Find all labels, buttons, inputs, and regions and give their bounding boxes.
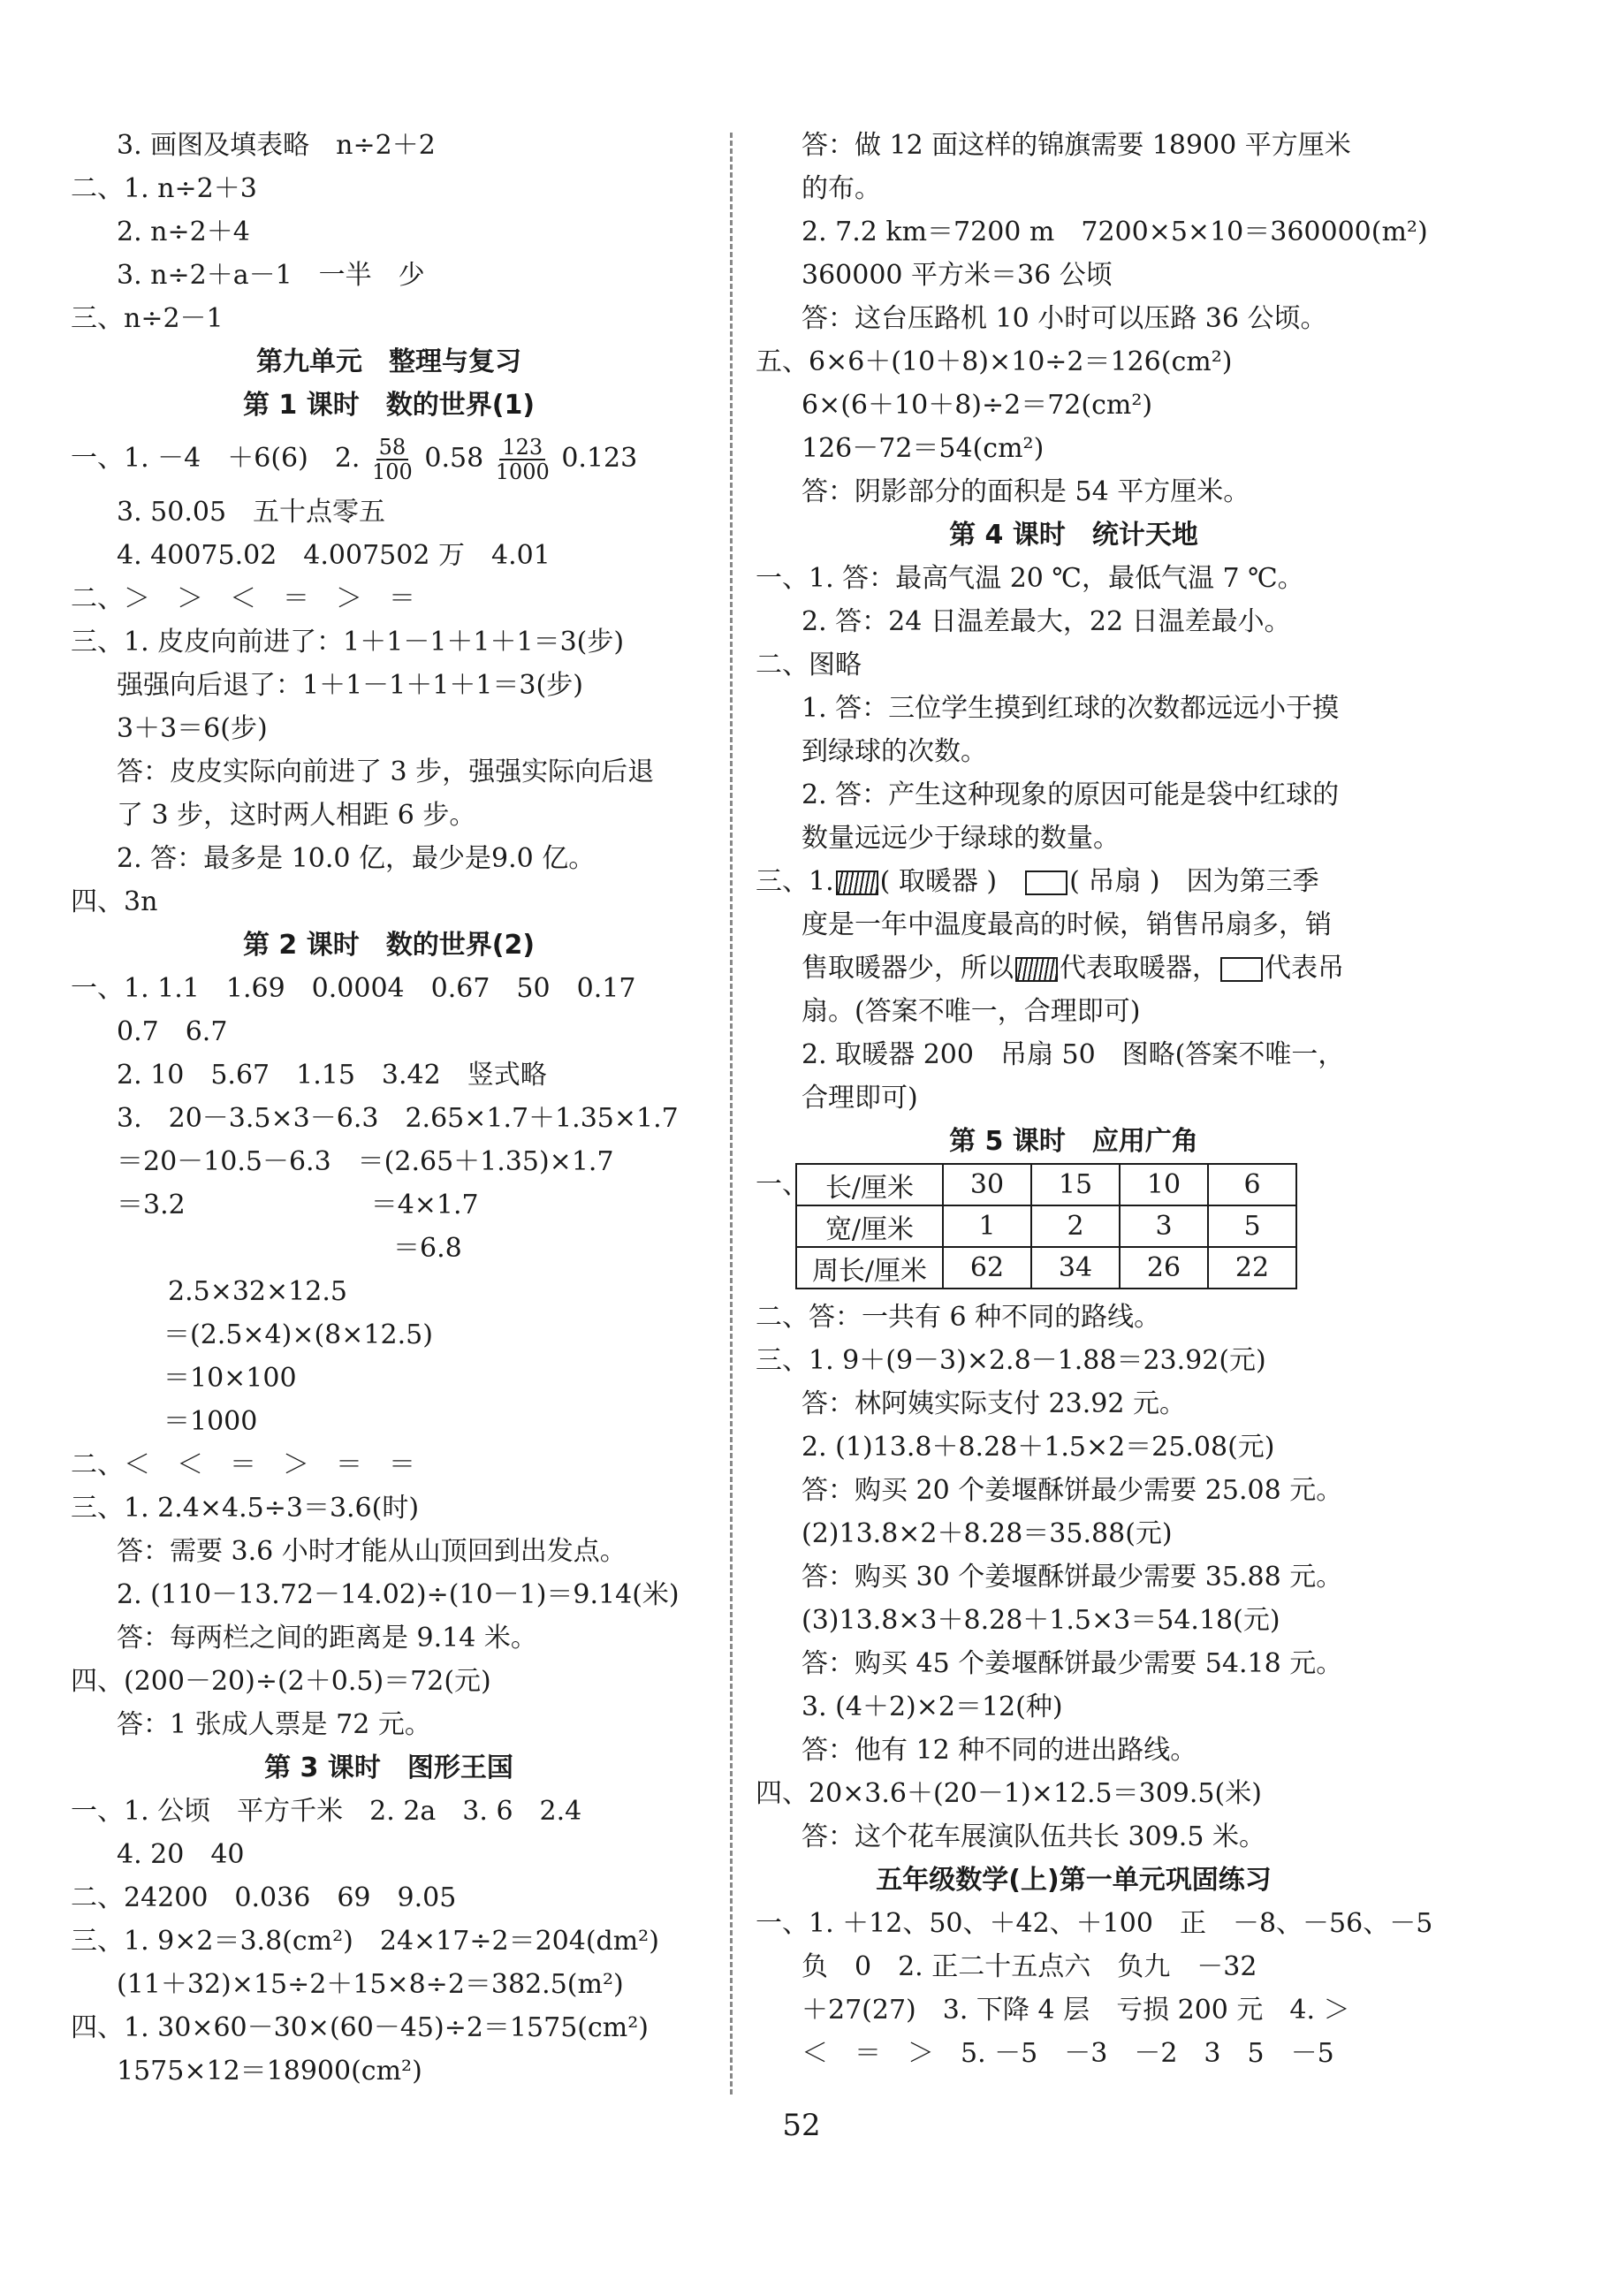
blank-bar-icon: [1025, 871, 1067, 895]
answer-line: 四、3n: [71, 886, 158, 917]
answer-line: ＋27(27) 3. 下降 4 层 亏损 200 元 4. ＞: [802, 1995, 1350, 2026]
answer-line: 答：皮皮实际向前进了 3 步，强强实际向后退: [117, 756, 655, 787]
table-row: [796, 1164, 1296, 1205]
answer-line: 360000 平方米＝36 公顷: [802, 260, 1113, 291]
fraction-numerator: 123: [499, 436, 545, 460]
answer-line: 的布。: [802, 173, 881, 204]
table-cell: 10: [1120, 1164, 1208, 1205]
table-cell: 5: [1208, 1205, 1296, 1247]
answer-line: 了 3 步，这时两人相距 6 步。: [117, 800, 476, 831]
table-cell: 15: [1031, 1164, 1120, 1205]
answer-line: 三、n÷2－1: [71, 303, 224, 334]
answer-text: ( 吊扇 ) 因为第三季: [1069, 866, 1319, 897]
answer-line: 四、20×3.6＋(20－1)×12.5＝309.5(米): [756, 1778, 1262, 1809]
answer-line: 扇。(答案不唯一，合理即可): [802, 996, 1141, 1027]
answer-line: 3. n÷2＋a－1 一半 少: [117, 260, 425, 291]
answer-line: 二、图略: [756, 650, 862, 680]
answer-text: 售取暖器少，所以: [802, 953, 1014, 984]
answer-line: 126－72＝54(cm²): [802, 433, 1045, 464]
answer-line: 答：1 张成人票是 72 元。: [117, 1709, 431, 1740]
answer-text: 三、1.: [756, 866, 834, 897]
answer-line: 答：购买 20 个姜堰酥饼最少需要 25.08 元。: [802, 1475, 1343, 1506]
answer-text: 代表取暖器，: [1060, 953, 1219, 984]
table-cell: 34: [1031, 1247, 1120, 1289]
answer-line: 答：每两栏之间的距离是 9.14 米。: [117, 1623, 537, 1654]
fraction-numerator: 58: [376, 436, 409, 460]
left-column: [71, 124, 707, 2093]
answer-line: 2. (110－13.72－14.02)÷(10－1)＝9.14(米): [117, 1579, 680, 1610]
fraction-denominator: 1000: [495, 460, 550, 484]
answer-line: (2)13.8×2＋8.28＝35.88(元): [802, 1518, 1173, 1549]
table-cell: 周长/厘米: [796, 1247, 943, 1289]
fraction: [496, 436, 550, 483]
answer-line: 2. 取暖器 200 吊扇 50 图略(答案不唯一，: [802, 1039, 1345, 1070]
answer-line: ＝6.8: [393, 1233, 462, 1264]
answer-line: 3. 20－3.5×3－6.3 2.65×1.7＋1.35×1.7: [117, 1103, 679, 1134]
answer-line-legend: [756, 860, 1392, 903]
answer-line: 负 0 2. 正二十五点六 负九 －32: [802, 1951, 1257, 1982]
answer-line: 四、(200－20)÷(2＋0.5)＝72(元): [71, 1666, 491, 1697]
answer-line: 数量远远少于绿球的数量。: [802, 823, 1120, 854]
answer-line: 3. 画图及填表略 n÷2＋2: [117, 130, 436, 161]
answer-line: ＝1000: [163, 1406, 258, 1437]
lesson-heading: 第 1 课时 数的世界(1): [242, 390, 536, 421]
answer-line: (11＋32)×15÷2＋15×8÷2＝382.5(m²): [117, 1969, 624, 2000]
table-block: [756, 1163, 1392, 1296]
answer-line: 2. 答：产生这种现象的原因可能是袋中红球的: [802, 779, 1340, 810]
answer-line: 二、＜ ＜ ＝ ＞ ＝ ＝: [71, 1449, 415, 1480]
answer-line: 3＋3＝6(步): [117, 713, 268, 744]
answer-line: 答：购买 30 个姜堰酥饼最少需要 35.88 元。: [802, 1562, 1343, 1593]
dimensions-table: [795, 1163, 1297, 1289]
table-row: [796, 1205, 1296, 1247]
answer-line: 二、1. n÷2＋3: [71, 173, 257, 204]
column-divider: [730, 133, 733, 2095]
answer-line: 一、1. ＋12、50、＋42、＋100 正 －8、－56、－5: [756, 1908, 1433, 1939]
answer-line: 2. n÷2＋4: [117, 217, 250, 247]
table-cell: 3: [1120, 1205, 1208, 1247]
answer-line: 3. (4＋2)×2＝12(种): [802, 1692, 1063, 1722]
answer-line: 到绿球的次数。: [802, 736, 987, 767]
answer-line: 4. 20 40: [117, 1839, 245, 1870]
answer-line: 一、1. 1.1 1.69 0.0004 0.67 50 0.17: [71, 973, 636, 1004]
hatched-bar-icon: [836, 871, 878, 895]
unit-heading: 第九单元 整理与复习: [256, 346, 521, 377]
lesson-heading: 第 3 课时 图形王国: [264, 1752, 513, 1783]
answer-line: ＝(2.5×4)×(8×12.5): [163, 1319, 433, 1350]
table-cell: 1: [943, 1205, 1031, 1247]
answer-line: 三、1. 9×2＝3.8(cm²) 24×17÷2＝204(dm²): [71, 1926, 659, 1957]
answer-line: 答：需要 3.6 小时才能从山顶回到出发点。: [117, 1536, 627, 1567]
lesson-heading: 第 2 课时 数的世界(2): [242, 930, 536, 961]
answer-line: 三、1. 皮皮向前进了：1＋1－1＋1＋1＝3(步): [71, 627, 625, 658]
answer-line: 4. 40075.02 4.007502 万 4.01: [117, 540, 551, 571]
answer-line: 0.7 6.7: [117, 1016, 228, 1047]
hatched-bar-icon: [1015, 957, 1058, 982]
answer-line: (3)13.8×3＋8.28＋1.5×3＝54.18(元): [802, 1605, 1280, 1636]
answer-line: 三、1. 2.4×4.5÷3＝3.6(时): [71, 1493, 420, 1524]
table-cell: 6: [1208, 1164, 1296, 1205]
table-cell: 30: [943, 1164, 1031, 1205]
answer-line: 合理即可): [802, 1083, 918, 1114]
answer-text: 一、1. －4 ＋6(6) 2.: [71, 443, 361, 474]
page-number: 52: [782, 2108, 821, 2143]
answer-line: 四、1. 30×60－30×(60－45)÷2＝1575(cm²): [71, 2012, 649, 2043]
answer-line: ＝3.2 ＝4×1.7: [117, 1190, 479, 1220]
answer-line: 答：阴影部分的面积是 54 平方厘米。: [802, 476, 1250, 507]
table-cell: 26: [1120, 1247, 1208, 1289]
table-row: [796, 1247, 1296, 1289]
fraction-denominator: 100: [372, 460, 413, 484]
answer-text: ( 取暖器 ): [879, 866, 998, 897]
answer-line: 2.5×32×12.5: [168, 1276, 347, 1307]
lesson-heading: 第 5 课时 应用广角: [949, 1126, 1198, 1157]
answer-line: 一、1. 答：最高气温 20 ℃，最低气温 7 ℃。: [756, 563, 1304, 594]
table-cell: 长/厘米: [796, 1164, 943, 1205]
fraction: [372, 436, 413, 483]
lesson-heading: 第 4 课时 统计天地: [949, 520, 1198, 551]
answer-line: 度是一年中温度最高的时候，销售吊扇多，销: [802, 909, 1332, 940]
answer-line: 二、24200 0.036 69 9.05: [71, 1882, 457, 1913]
answer-line: 2. 10 5.67 1.15 3.42 竖式略: [117, 1060, 547, 1091]
answer-line: 答：做 12 面这样的锦旗需要 18900 平方厘米: [802, 130, 1351, 161]
answer-line: ＝20－10.5－6.3 ＝(2.65＋1.35)×1.7: [117, 1146, 614, 1177]
answer-line: 答：这台压路机 10 小时可以压路 36 公顷。: [802, 303, 1327, 334]
blank-bar-icon: [1220, 957, 1263, 982]
answer-line: 三、1. 9＋(9－3)×2.8－1.88＝23.92(元): [756, 1345, 1266, 1376]
answer-line: 二、＞ ＞ ＜ ＝ ＞ ＝: [71, 583, 415, 614]
section-heading: 五年级数学(上)第一单元巩固练习: [876, 1865, 1272, 1896]
answer-line: 2. 7.2 km＝7200 m 7200×5×10＝360000(m²): [802, 217, 1428, 247]
answer-line: 答：林阿姨实际支付 23.92 元。: [802, 1388, 1186, 1419]
answer-line-legend: [756, 947, 1392, 990]
answer-line: 二、答：一共有 6 种不同的路线。: [756, 1302, 1161, 1333]
answer-line: 答：他有 12 种不同的进出路线。: [802, 1735, 1197, 1766]
answer-line: 强强向后退了：1＋1－1＋1＋1＝3(步): [117, 670, 583, 701]
answer-text: 0.58: [424, 443, 484, 474]
answer-line: 2. 答：最多是 10.0 亿，最少是9.0 亿。: [117, 843, 596, 874]
answer-text: 代表吊: [1265, 953, 1344, 984]
answer-line: ＝10×100: [163, 1363, 297, 1394]
answer-line: ＜ ＝ ＞ 5. －5 －3 －2 3 5 －5: [802, 2038, 1334, 2069]
table-cell: 宽/厘米: [796, 1205, 943, 1247]
answer-line: 3. 50.05 五十点零五: [117, 497, 386, 528]
table-cell: 2: [1031, 1205, 1120, 1247]
table-cell: 62: [943, 1247, 1031, 1289]
answer-line: 一、1. 公顷 平方千米 2. 2a 3. 6 2.4: [71, 1796, 582, 1827]
answer-line-fractions: [71, 427, 707, 490]
answer-line: 1. 答：三位学生摸到红球的次数都远远小于摸: [802, 693, 1340, 724]
answer-text: 一、: [756, 1169, 809, 1200]
answer-line: 6×(6＋10＋8)÷2＝72(cm²): [802, 390, 1153, 421]
answer-text: 0.123: [561, 443, 638, 474]
answer-line: 答：购买 45 个姜堰酥饼最少需要 54.18 元。: [802, 1648, 1343, 1679]
answer-line: 1575×12＝18900(cm²): [117, 2056, 422, 2087]
answer-line: 2. 答：24 日温差最大，22 日温差最小。: [802, 606, 1291, 637]
right-column: [756, 124, 1433, 2075]
table-cell: 22: [1208, 1247, 1296, 1289]
answer-line: 五、6×6＋(10＋8)×10÷2＝126(cm²): [756, 346, 1233, 377]
answer-line: 2. (1)13.8＋8.28＋1.5×2＝25.08(元): [802, 1432, 1275, 1463]
answer-line: 答：这个花车展演队伍共长 309.5 米。: [802, 1821, 1265, 1852]
